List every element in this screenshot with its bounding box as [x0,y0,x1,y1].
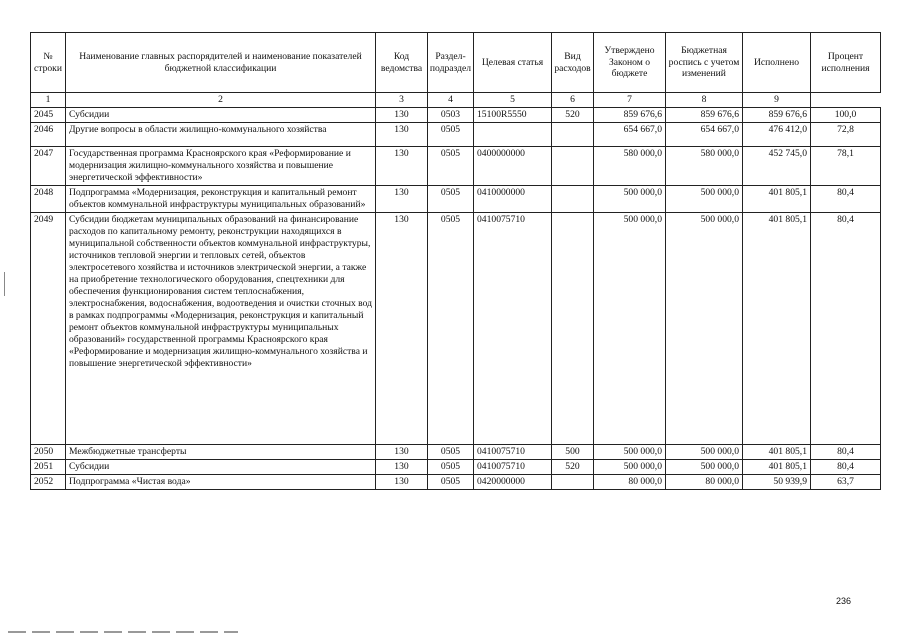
row-schedule: 654 667,0 [666,122,743,146]
row-executed: 401 805,1 [743,212,811,444]
row-section: 0505 [428,185,474,212]
column-number: 8 [666,93,743,108]
row-schedule: 580 000,0 [666,146,743,185]
header-approved: Утверждено Законом о бюджете [594,33,666,93]
row-schedule: 80 000,0 [666,474,743,489]
table-header-row [31,33,881,93]
row-name: Субсидии [66,459,376,474]
row-section: 0505 [428,444,474,459]
row-percent: 80,4 [811,212,881,444]
row-expense-type [552,474,594,489]
row-expense-type [552,122,594,146]
header-expense-type: Вид расходов [552,33,594,93]
row-dept-code: 130 [376,185,428,212]
scan-mark [4,272,5,296]
row-executed: 401 805,1 [743,459,811,474]
row-number: 2051 [31,459,66,474]
row-number: 2049 [31,212,66,444]
row-number: 2048 [31,185,66,212]
row-percent: 72,8 [811,122,881,146]
row-executed: 476 412,0 [743,122,811,146]
table-row [31,122,881,146]
row-expense-type [552,212,594,444]
row-percent: 80,4 [811,459,881,474]
row-name: Государственная программа Красноярского края «Реформирование и модернизация жилищно-коммунального хозяйства и повышение энергетической эффективности» [66,146,376,185]
row-dept-code: 130 [376,444,428,459]
row-dept-code: 130 [376,212,428,444]
row-number: 2045 [31,107,66,122]
row-number: 2050 [31,444,66,459]
table-row [31,444,881,459]
header-section: Раздел-подраздел [428,33,474,93]
row-section: 0505 [428,146,474,185]
row-expense-type: 500 [552,444,594,459]
table-row [31,146,881,185]
column-number: 7 [594,93,666,108]
row-name: Подпрограмма «Модернизация, реконструкция и капитальный ремонт объектов коммунальной инфраструктуры муниципальных образований» [66,185,376,212]
table-row [31,459,881,474]
column-number: 1 [31,93,66,108]
row-approved: 580 000,0 [594,146,666,185]
row-name: Межбюджетные трансферты [66,444,376,459]
row-name: Субсидии [66,107,376,122]
column-number: 4 [428,93,474,108]
row-executed: 859 676,6 [743,107,811,122]
header-percent: Процент исполнения [811,33,881,93]
row-target: 0410075710 [474,459,552,474]
row-section: 0503 [428,107,474,122]
row-approved: 80 000,0 [594,474,666,489]
row-executed: 50 939,9 [743,474,811,489]
row-target: 0410000000 [474,185,552,212]
row-percent: 100,0 [811,107,881,122]
row-section: 0505 [428,212,474,444]
row-name: Субсидии бюджетам муниципальных образований на финансирование расходов по капитальному ремонту, реконструкции находящихся в муниципальной собственности объектов коммунальной инфраструктуры, источников тепловой энергии и тепловых сетей, объектов электросетевого хозяйства и источников электрической энергии, а также на приобретение технологического оборудования, спецтехники для обеспечения функционирования систем теплоснабжения, электроснабжения, водоснабжения, водоотведения и очистки сточных вод в рамках подпрограммы «Модернизация, реконструкция и капитальный ремонт объектов коммунальной инфраструктуры муниципальных образований» государственной программы Красноярского края «Реформирование и модернизация жилищно-коммунального хозяйства и повышение энергетической эффективности» [66,212,376,444]
scan-artifact [8,631,238,633]
table-row [31,185,881,212]
row-name: Подпрограмма «Чистая вода» [66,474,376,489]
row-approved: 859 676,6 [594,107,666,122]
row-schedule: 500 000,0 [666,444,743,459]
row-approved: 500 000,0 [594,444,666,459]
column-number: 3 [376,93,428,108]
row-target [474,122,552,146]
row-dept-code: 130 [376,146,428,185]
column-number: 6 [552,93,594,108]
row-name: Другие вопросы в области жилищно-коммунального хозяйства [66,122,376,146]
row-dept-code: 130 [376,474,428,489]
row-approved: 654 667,0 [594,122,666,146]
row-target: 0400000000 [474,146,552,185]
budget-execution-table [30,32,881,490]
table-row [31,212,881,444]
row-expense-type: 520 [552,107,594,122]
row-percent: 78,1 [811,146,881,185]
table-row [31,107,881,122]
row-schedule: 500 000,0 [666,185,743,212]
row-approved: 500 000,0 [594,459,666,474]
row-section: 0505 [428,122,474,146]
row-section: 0505 [428,474,474,489]
row-number: 2052 [31,474,66,489]
column-number-row [31,93,881,108]
header-executed: Исполнено [743,33,811,93]
row-approved: 500 000,0 [594,185,666,212]
row-target: 0410075710 [474,212,552,444]
column-number: 9 [743,93,811,108]
row-dept-code: 130 [376,459,428,474]
header-row-number: № строки [31,33,66,93]
row-expense-type [552,146,594,185]
header-budget-schedule: Бюджетная роспись с учетом изменений [666,33,743,93]
row-number: 2046 [31,122,66,146]
row-expense-type [552,185,594,212]
row-target: 15100R5550 [474,107,552,122]
row-percent: 80,4 [811,444,881,459]
page-number: 236 [836,596,852,606]
header-dept-code: Код ведомства [376,33,428,93]
row-target: 0420000000 [474,474,552,489]
row-target: 0410075710 [474,444,552,459]
row-dept-code: 130 [376,122,428,146]
row-schedule: 500 000,0 [666,212,743,444]
row-percent: 80,4 [811,185,881,212]
header-name: Наименование главных распорядителей и наименование показателей бюджетной классификации [66,33,376,93]
row-approved: 500 000,0 [594,212,666,444]
row-executed: 452 745,0 [743,146,811,185]
header-target: Целевая статья [474,33,552,93]
row-executed: 401 805,1 [743,444,811,459]
row-percent: 63,7 [811,474,881,489]
row-executed: 401 805,1 [743,185,811,212]
row-section: 0505 [428,459,474,474]
row-number: 2047 [31,146,66,185]
column-number: 2 [66,93,376,108]
row-schedule: 500 000,0 [666,459,743,474]
row-dept-code: 130 [376,107,428,122]
column-number: 5 [474,93,552,108]
row-schedule: 859 676,6 [666,107,743,122]
table-row [31,474,881,489]
row-expense-type: 520 [552,459,594,474]
